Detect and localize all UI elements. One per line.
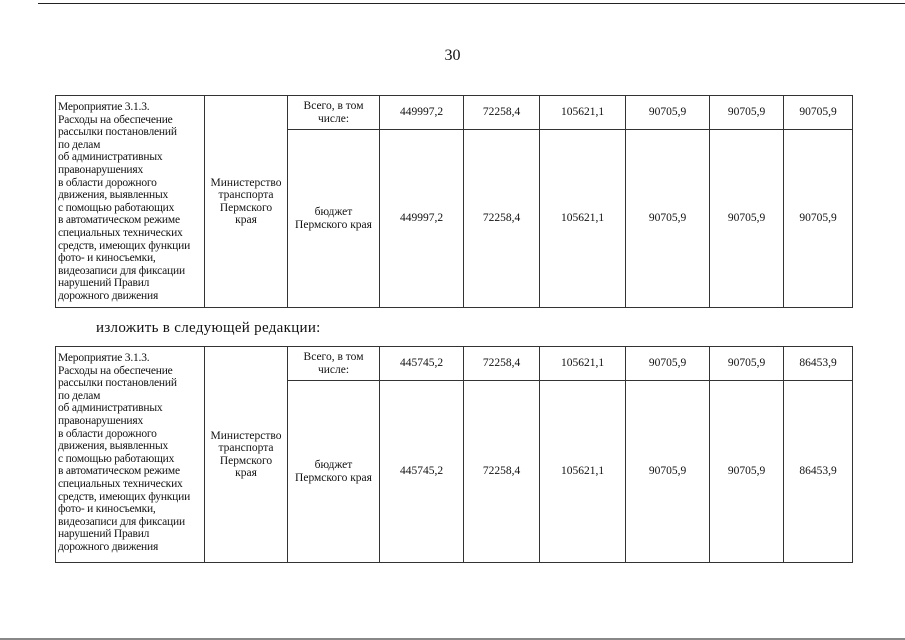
- amended-table: [55, 346, 853, 563]
- agency-cell: Министерство транспорта Пермского края: [205, 96, 288, 308]
- value-cell: 90705,9: [710, 347, 784, 381]
- agency-cell: Министерство транспорта Пермского края: [205, 347, 288, 563]
- value-cell: 72258,4: [464, 381, 540, 563]
- value-cell: 90705,9: [710, 130, 784, 308]
- value-cell: 105621,1: [540, 347, 626, 381]
- value-cell: 90705,9: [784, 96, 853, 130]
- value-cell: 449997,2: [380, 130, 464, 308]
- table-row: [56, 96, 853, 130]
- value-cell: 86453,9: [784, 347, 853, 381]
- value-cell: 72258,4: [464, 96, 540, 130]
- value-cell: 90705,9: [710, 381, 784, 563]
- value-cell: 90705,9: [626, 347, 710, 381]
- value-cell: 449997,2: [380, 96, 464, 130]
- page-number: 30: [444, 47, 461, 64]
- funding-source-total: Всего, в том числе:: [288, 96, 380, 130]
- top-rule: [38, 3, 905, 4]
- value-cell: 445745,2: [380, 381, 464, 563]
- measure-description: Мероприятие 3.1.3. Расходы на обеспечение рассылки постановлений по делам об административных правонарушениях в области дорожного движения, выявленных с помощью работающих в автоматическом режиме специальных технических средств, имеющих функции фото- и киносъемки, видеозаписи для фиксации нарушений Правил дорожного движения: [56, 96, 205, 308]
- value-cell: 90705,9: [626, 381, 710, 563]
- value-cell: 105621,1: [540, 381, 626, 563]
- amendment-instruction: изложить в следующей редакции:: [96, 320, 321, 336]
- value-cell: 90705,9: [710, 96, 784, 130]
- funding-source-regional: бюджет Пермского края: [288, 130, 380, 308]
- measure-description: Мероприятие 3.1.3. Расходы на обеспечение рассылки постановлений по делам об административных правонарушениях в области дорожного движения, выявленных с помощью работающих в автоматическом режиме специальных технических средств, имеющих функции фото- и киносъемки, видеозаписи для фиксации нарушений Правил дорожного движения: [56, 347, 205, 563]
- value-cell: 86453,9: [784, 381, 853, 563]
- value-cell: 445745,2: [380, 347, 464, 381]
- value-cell: 72258,4: [464, 130, 540, 308]
- funding-source-total: Всего, в том числе:: [288, 347, 380, 381]
- value-cell: 90705,9: [784, 130, 853, 308]
- value-cell: 72258,4: [464, 347, 540, 381]
- funding-source-regional: бюджет Пермского края: [288, 381, 380, 563]
- value-cell: 90705,9: [626, 130, 710, 308]
- table-row: [56, 347, 853, 381]
- original-table: [55, 95, 853, 308]
- value-cell: 105621,1: [540, 130, 626, 308]
- value-cell: 105621,1: [540, 96, 626, 130]
- value-cell: 90705,9: [626, 96, 710, 130]
